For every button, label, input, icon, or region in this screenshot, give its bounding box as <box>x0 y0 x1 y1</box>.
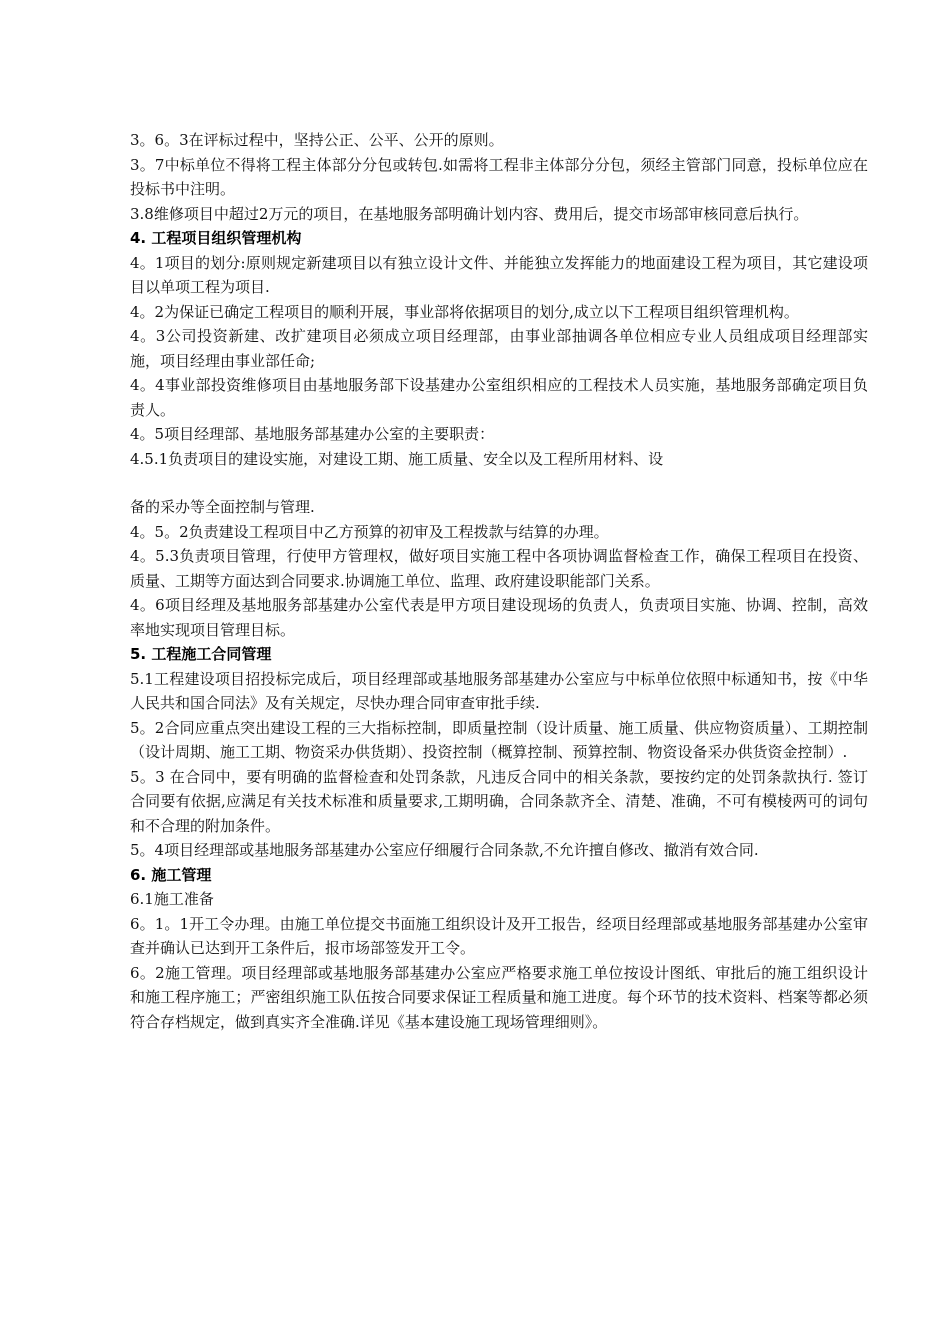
section-heading: 6. 施工管理 <box>130 865 212 884</box>
document-body <box>130 128 868 1034</box>
paragraph: 4.5.1负责项目的建设实施，对建设工期、施工质量、安全以及工程所用材料、设 <box>130 449 664 468</box>
paragraph: 3.8维修项目中超过2万元的项目，在基地服务部明确计划内容、费用后，提交市场部审核同意后执行。 <box>130 204 809 223</box>
paragraph: 4。5.3负责项目管理，行使甲方管理权，做好项目实施工程中各项协调监督检查工作，确保工程项目在投资、质量、工期等方面达到合同要求.协调施工单位、监理、政府建设职能部门关系。 <box>130 547 868 590</box>
blank-line <box>130 471 868 495</box>
paragraph: 5.1工程建设项目招投标完成后，项目经理部或基地服务部基建办公室应与中标单位依照中标通知书，按《中华人民共和国合同法》及有关规定，尽快办理合同审查审批手续. <box>130 669 868 712</box>
paragraph: 4。1项目的划分:原则规定新建项目以有独立设计文件、并能独立发挥能力的地面建设工程为项目，其它建设项目以单项工程为项目. <box>130 253 868 296</box>
section-heading: 5. 工程施工合同管理 <box>130 645 272 663</box>
paragraph: 4。2为保证已确定工程项目的顺利开展，事业部将依据项目的划分,成立以下工程项目组织管理机构。 <box>130 302 799 321</box>
paragraph: 备的采办等全面控制与管理. <box>130 498 315 516</box>
paragraph: 6。2施工管理。项目经理部或基地服务部基建办公室应严格要求施工单位按设计图纸、审批后的施工组织设计和施工程序施工；严密组织施工队伍按合同要求保证工程质量和施工进度。每个环节的技术资料、档案等都必须符合存档规定，做到真实齐全准确.详见《基本建设施工现场管理细则》。 <box>130 963 868 1031</box>
paragraph: 4。5项目经理部、基地服务部基建办公室的主要职责： <box>130 425 495 443</box>
paragraph: 4。3公司投资新建、改扩建项目必须成立项目经理部，由事业部抽调各单位相应专业人员组成项目经理部实施，项目经理由事业部任命; <box>130 327 868 370</box>
section-heading: 4. 工程项目组织管理机构 <box>130 229 302 247</box>
paragraph: 6.1施工准备 <box>130 890 214 908</box>
paragraph: 3。6。3在评标过程中，坚持公正、公平、公开的原则。 <box>130 131 504 149</box>
paragraph: 4。6项目经理及基地服务部基建办公室代表是甲方项目建设现场的负责人，负责项目实施、协调、控制，高效率地实现项目管理目标。 <box>130 596 868 639</box>
paragraph: 5。4项目经理部或基地服务部基建办公室应仔细履行合同条款,不允许擅自修改、撤消有效合同. <box>130 841 759 859</box>
paragraph: 6。1。1开工令办理。由施工单位提交书面施工组织设计及开工报告，经项目经理部或基地服务部基建办公室审查并确认已达到开工条件后，报市场部签发开工令。 <box>130 914 868 957</box>
paragraph: 4。5。2负责建设工程项目中乙方预算的初审及工程拨款与结算的办理。 <box>130 522 609 541</box>
paragraph: 5。2合同应重点突出建设工程的三大指标控制，即质量控制（设计质量、施工质量、供应物资质量）、工期控制（设计周期、施工工期、物资采办供货期）、投资控制（概算控制、预算控制、物资设备采办供货资金控制）. <box>130 718 868 761</box>
paragraph: 3。7中标单位不得将工程主体部分分包或转包.如需将工程非主体部分分包，须经主管部门同意，投标单位应在投标书中注明。 <box>130 155 868 198</box>
paragraph: 5。3 在合同中，要有明确的监督检查和处罚条款，凡违反合同中的相关条款，要按约定的处罚条款执行. 签订合同要有依据,应满足有关技术标准和质量要求,工期明确，合同条款齐全、清楚、准确，不可有模棱两可的词句和不合理的附加条件。 <box>130 767 868 835</box>
paragraph: 4。4事业部投资维修项目由基地服务部下设基建办公室组织相应的工程技术人员实施，基地服务部确定项目负责人。 <box>130 376 868 419</box>
